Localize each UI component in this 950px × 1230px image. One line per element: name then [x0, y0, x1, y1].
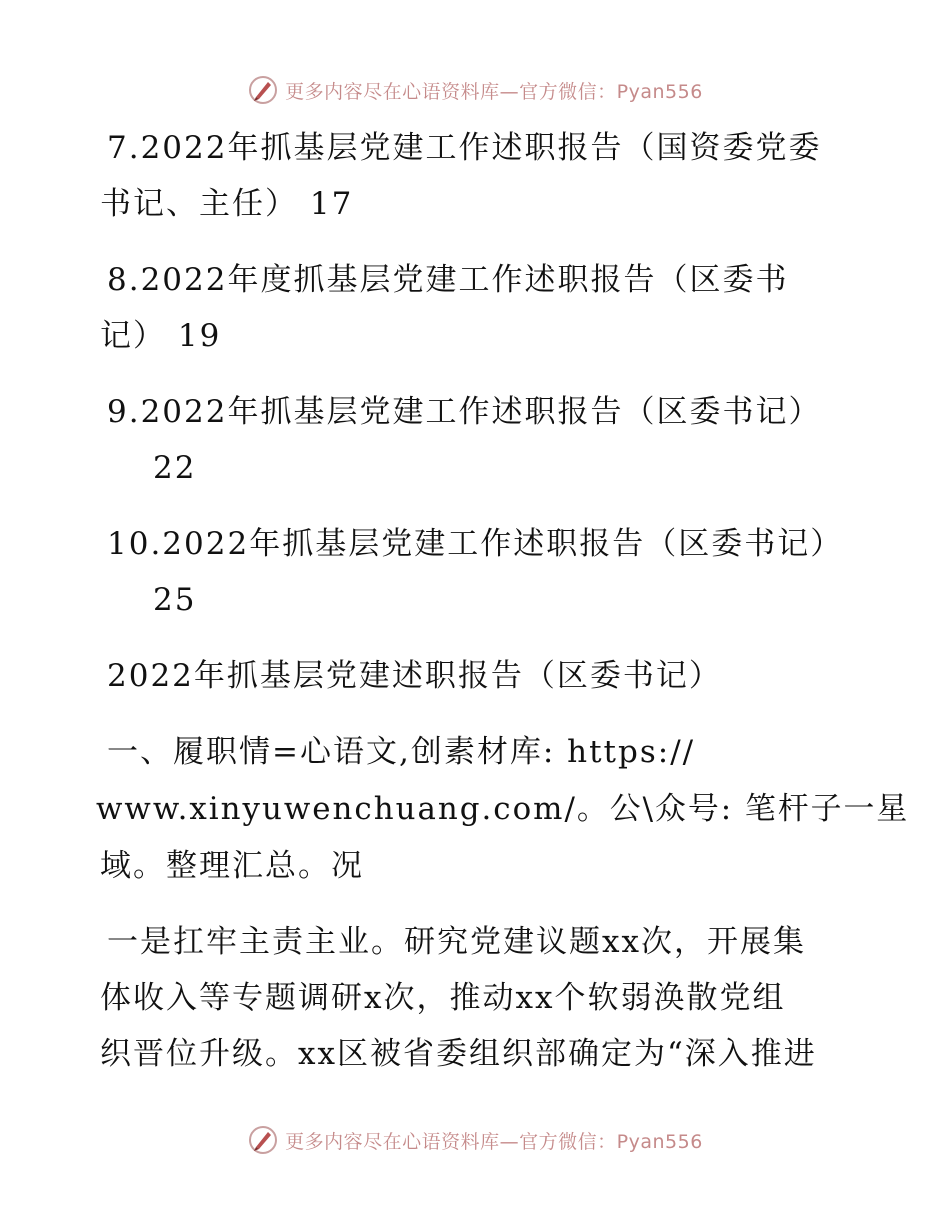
pen-logo-icon [247, 74, 279, 106]
toc-entry-8-line2: 记） 19 [100, 318, 222, 354]
header-watermark [0, 70, 950, 110]
pen-logo-icon [247, 1124, 279, 1156]
section-heading-line1: 一、履职情=心语文,创素材库: https:// [107, 734, 696, 770]
paragraph-line2: 体收入等专题调研x次，推动xx个软弱涣散党组 [100, 980, 786, 1016]
header-watermark-text: 更多内容尽在心语资料库—官方微信：Pyan556 [285, 80, 703, 103]
paragraph-line1: 一是扛牢主责主业。研究党建议题xx次，开展集 [107, 924, 806, 960]
section-heading-line3: 域。整理汇总。况 [100, 848, 364, 884]
toc-entry-9-line1: 9.2022年抓基层党建工作述职报告（区委书记） [107, 394, 822, 430]
toc-entry-8-line1: 8.2022年度抓基层党建工作述职报告（区委书 [107, 262, 789, 298]
toc-entry-7-line1: 7.2022年抓基层党建工作述职报告（国资委党委 [107, 130, 822, 166]
toc-entry-7-line2: 书记、主任） 17 [100, 186, 354, 222]
toc-entry-9-line2: 22 [153, 450, 197, 486]
footer-watermark-text: 更多内容尽在心语资料库—官方微信：Pyan556 [285, 1130, 703, 1153]
document-title: 2022年抓基层党建述职报告（区委书记） [107, 658, 722, 694]
paragraph-line3: 织晋位升级。xx区被省委组织部确定为“深入推进 [100, 1036, 817, 1072]
footer-watermark [0, 1120, 950, 1160]
section-heading-line2: www.xinyuwenchuang.com/。公\众号: 笔杆子一星 [96, 791, 910, 827]
toc-entry-10-line1: 10.2022年抓基层党建工作述职报告（区委书记） [107, 526, 844, 562]
toc-entry-10-line2: 25 [153, 582, 197, 618]
